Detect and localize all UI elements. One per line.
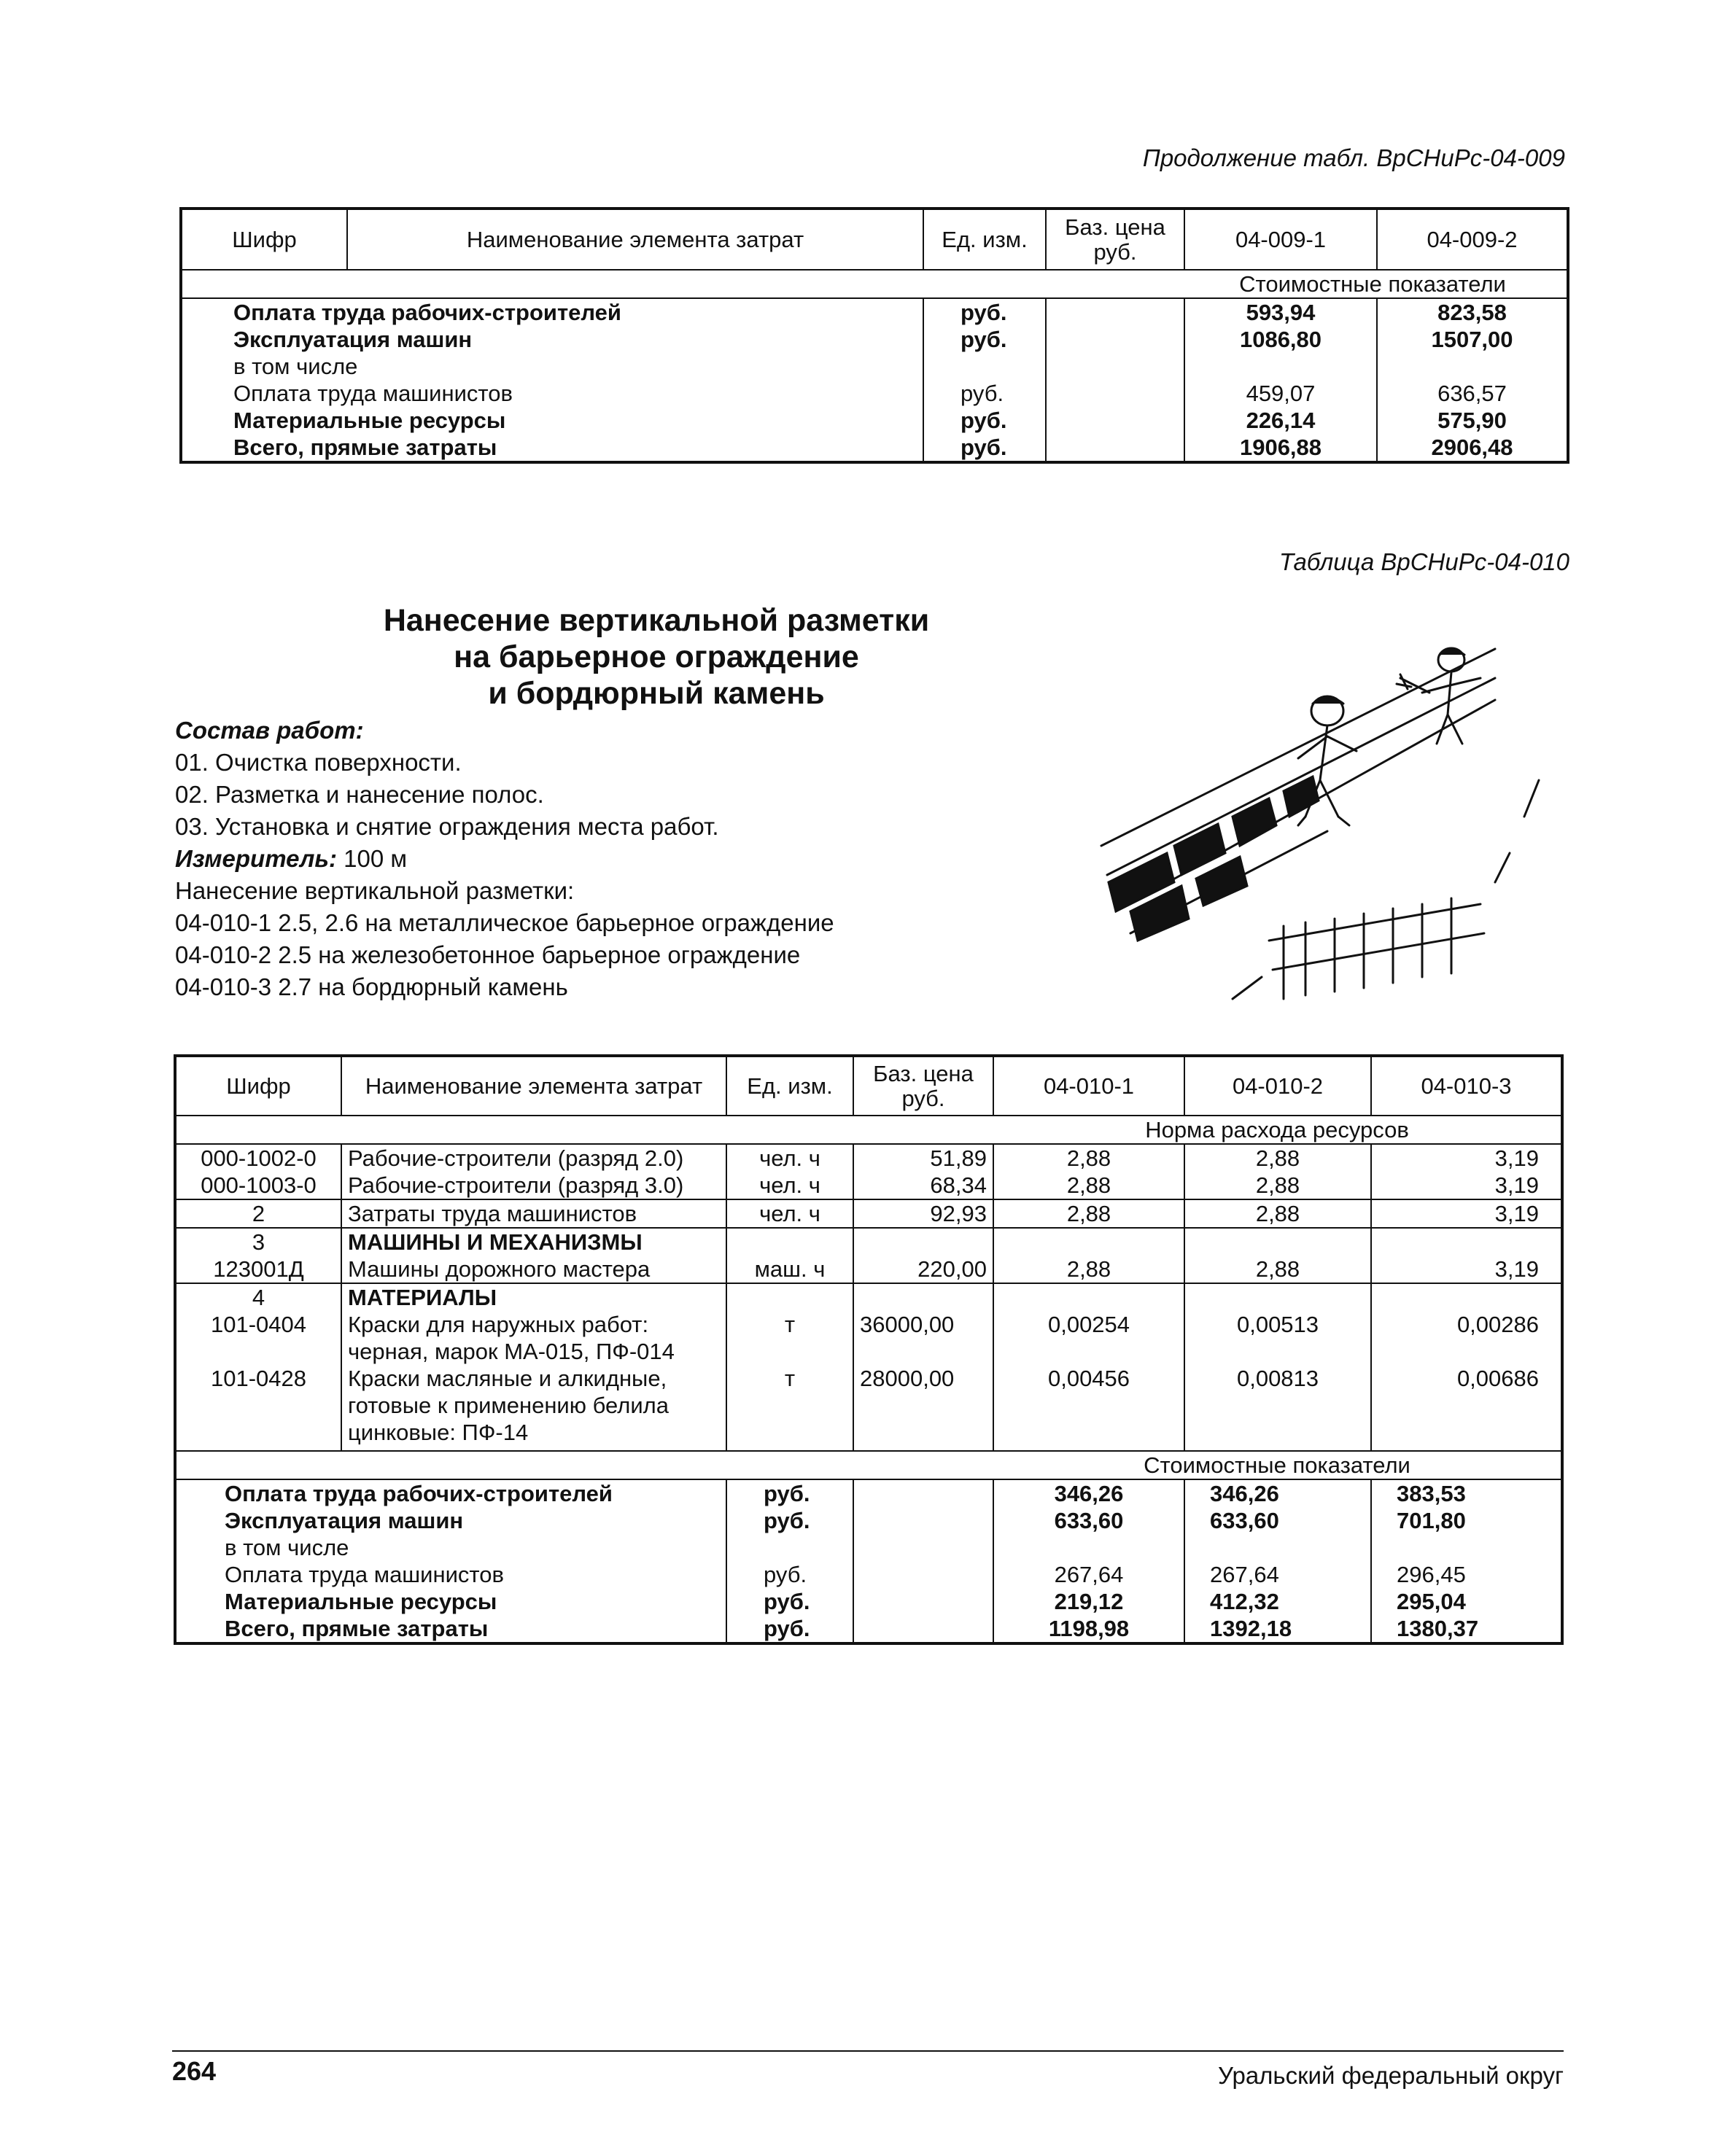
table-row (175, 1365, 1562, 1451)
cost-name: Всего, прямые затраты (225, 1616, 489, 1641)
resource-code: 000-1002-0 (175, 1144, 341, 1172)
meter-value: 100 м (344, 845, 408, 872)
table-row (181, 326, 1568, 353)
table-row (181, 380, 1568, 407)
resource-name: МАТЕРИАЛЫ (341, 1283, 726, 1311)
value-04-010-1: 2,88 (993, 1256, 1184, 1283)
value-04-010-3: 701,80 (1371, 1507, 1562, 1534)
resource-name: Рабочие-строители (разряд 2.0) (341, 1144, 726, 1172)
cost-unit: руб. (923, 298, 1046, 326)
value-04-010-1: 267,64 (993, 1561, 1184, 1588)
value-04-010-3: 3,19 (1371, 1199, 1562, 1228)
footer-rule (172, 2050, 1564, 2052)
cost-unit: руб. (726, 1479, 853, 1507)
cost-name: Материальные ресурсы (233, 408, 506, 433)
table-row (175, 1588, 1562, 1615)
cost-price (853, 1479, 993, 1507)
value-04-010-2: 0,00813 (1184, 1365, 1371, 1451)
resource-code: 123001Д (213, 1256, 304, 1282)
value-04-010-3: 383,53 (1371, 1479, 1562, 1507)
value-04-010-3: 3,19 (1371, 1144, 1562, 1172)
resource-name: Машины дорожного мастера (341, 1256, 726, 1283)
header-unit: Ед. изм. (726, 1056, 853, 1116)
header-price: Баз. цена руб. (853, 1056, 993, 1116)
header-name: Наименование элемента затрат (347, 209, 923, 270)
table-row (175, 1479, 1562, 1507)
section-spacer (175, 1116, 993, 1144)
header-code: Шифр (181, 209, 347, 270)
resource-unit: чел. ч (726, 1199, 853, 1228)
work-item-2: 02. Разметка и нанесение полос. (175, 781, 544, 808)
cost-price (1046, 298, 1184, 326)
meter-line (175, 843, 1050, 875)
value-04-010-2: 346,26 (1184, 1479, 1371, 1507)
resource-unit: т (726, 1365, 853, 1451)
work-item-3: 03. Установка и снятие ограждения места работ. (175, 813, 719, 840)
cost-name: в том числе (233, 354, 358, 379)
cost-unit (923, 353, 1046, 380)
resource-code: 3 (175, 1228, 341, 1256)
work-item-1: 01. Очистка поверхности. (175, 749, 462, 776)
value-04-010-3 (1371, 1228, 1562, 1256)
value-04-009-1: 459,07 (1184, 380, 1377, 407)
value-04-010-2 (1184, 1534, 1371, 1561)
value-04-010-3: 296,45 (1371, 1561, 1562, 1588)
value-04-010-3: 1380,37 (1371, 1615, 1562, 1643)
section-spacer (175, 1451, 993, 1479)
value-04-009-1: 226,14 (1184, 407, 1377, 434)
section-spacer (181, 270, 1184, 298)
table-row (175, 1507, 1562, 1534)
value-04-010-2: 2,88 (1184, 1172, 1371, 1199)
value-04-010-2: 633,60 (1184, 1507, 1371, 1534)
table-row (175, 1172, 1562, 1199)
cost-unit: руб. (726, 1615, 853, 1643)
value-04-010-3 (1371, 1534, 1562, 1561)
value-04-010-3: 3,19 (1371, 1172, 1562, 1199)
section-label: Норма расхода ресурсов (993, 1116, 1562, 1144)
resource-code: 101-0404 (210, 1312, 306, 1337)
barrier-painting-illustration (1087, 634, 1553, 1006)
section-row-costs (175, 1451, 1562, 1479)
value-04-010-1: 2,88 (993, 1199, 1184, 1228)
value-04-009-2: 575,90 (1377, 407, 1568, 434)
value-04-009-2: 1507,00 (1377, 326, 1568, 353)
resource-name: Краски для наружных работ: черная, марок МА-015, ПФ-014 (341, 1311, 726, 1365)
value-04-010-1 (993, 1228, 1184, 1256)
value-04-009-1: 593,94 (1184, 298, 1377, 326)
table-row (181, 434, 1568, 462)
table-row (181, 407, 1568, 434)
resource-price: 51,89 (853, 1144, 993, 1172)
section-row-costs (181, 270, 1568, 298)
value-04-009-2: 823,58 (1377, 298, 1568, 326)
value-04-009-1 (1184, 353, 1377, 380)
resource-price: 220,00 (853, 1256, 993, 1283)
value-04-010-2: 2,88 (1184, 1144, 1371, 1172)
resource-name: МАШИНЫ И МЕХАНИЗМЫ (341, 1228, 726, 1256)
table-row (175, 1534, 1562, 1561)
work-description (175, 715, 1050, 1003)
application-item-3: 04-010-3 2.7 на бордюрный камень (175, 973, 568, 1000)
section-label: Стоимостные показатели (993, 1451, 1562, 1479)
application-item-2: 04-010-2 2.5 на железобетонное барьерное ограждение (175, 941, 801, 968)
table-row (181, 298, 1568, 326)
value-04-010-2 (1184, 1283, 1371, 1311)
cost-unit: руб. (923, 326, 1046, 353)
cost-unit: руб. (726, 1588, 853, 1615)
application-label: Нанесение вертикальной разметки: (175, 877, 575, 904)
composition-label: Состав работ: (175, 717, 364, 744)
value-04-010-3: 0,00686 (1371, 1365, 1562, 1451)
table-row (175, 1144, 1562, 1172)
cost-price (1046, 326, 1184, 353)
cost-name: Материальные ресурсы (225, 1589, 497, 1614)
value-04-010-1 (993, 1283, 1184, 1311)
cost-unit (726, 1534, 853, 1561)
header-col-04-009-1: 04-009-1 (1184, 209, 1377, 270)
header-name: Наименование элемента затрат (341, 1056, 726, 1116)
value-04-010-1: 219,12 (993, 1588, 1184, 1615)
value-04-009-1: 1086,80 (1184, 326, 1377, 353)
value-04-010-3 (1371, 1283, 1562, 1311)
meter-label: Измеритель: (175, 845, 337, 872)
cost-name: Оплата труда машинистов (225, 1562, 504, 1587)
resource-unit: т (726, 1311, 853, 1365)
value-04-010-1: 1198,98 (993, 1615, 1184, 1643)
application-item-1: 04-010-1 2.5, 2.6 на металлическое барьерное ограждение (175, 909, 834, 936)
section-title (277, 602, 1036, 712)
resource-price: 68,34 (853, 1172, 993, 1199)
cost-price (853, 1588, 993, 1615)
header-col-04-009-2: 04-009-2 (1377, 209, 1568, 270)
resource-price: 36000,00 (853, 1311, 993, 1365)
table-row (175, 1228, 1562, 1256)
resource-price: 28000,00 (853, 1365, 993, 1451)
resource-price (853, 1228, 993, 1256)
value-04-010-1: 346,26 (993, 1479, 1184, 1507)
resource-code: 2 (175, 1199, 341, 1228)
cost-price (1046, 353, 1184, 380)
value-04-010-1: 2,88 (993, 1144, 1184, 1172)
footer-region: Уральский федеральный округ (1217, 2062, 1564, 2089)
value-04-010-2: 1392,18 (1184, 1615, 1371, 1643)
table-row (175, 1283, 1562, 1311)
cost-name: в том числе (225, 1535, 349, 1560)
cost-price (1046, 407, 1184, 434)
section-row-norms (175, 1116, 1562, 1144)
resource-name: Затраты труда машинистов (341, 1199, 726, 1228)
cost-unit: руб. (726, 1507, 853, 1534)
value-04-010-2 (1184, 1228, 1371, 1256)
cost-unit: руб. (726, 1561, 853, 1588)
table-04-010 (174, 1054, 1564, 1645)
value-04-010-3: 3,19 (1371, 1256, 1562, 1283)
value-04-009-2: 636,57 (1377, 380, 1568, 407)
cost-name: Оплата труда машинистов (233, 381, 513, 406)
cost-price (853, 1615, 993, 1643)
title-line-1: Нанесение вертикальной разметки (383, 603, 930, 638)
resource-unit: маш. ч (726, 1256, 853, 1283)
header-col-04-010-1: 04-010-1 (993, 1056, 1184, 1116)
section-label: Стоимостные показатели (1184, 270, 1568, 298)
table-row (181, 353, 1568, 380)
value-04-010-1: 633,60 (993, 1507, 1184, 1534)
cost-price (853, 1561, 993, 1588)
table-row (175, 1615, 1562, 1643)
resource-name: Краски масляные и алкидные, готовые к применению белила цинковые: ПФ-14 (341, 1365, 726, 1451)
cost-name: Оплата труда рабочих-строителей (175, 1479, 726, 1507)
header-col-04-010-3: 04-010-3 (1371, 1056, 1562, 1116)
value-04-009-2: 2906,48 (1377, 434, 1568, 462)
cost-price (853, 1534, 993, 1561)
cost-unit: руб. (923, 380, 1046, 407)
page-number: 264 (172, 2056, 217, 2086)
resource-code: 4 (175, 1283, 341, 1311)
resource-price (853, 1283, 993, 1311)
value-04-010-3: 295,04 (1371, 1588, 1562, 1615)
cost-price (1046, 434, 1184, 462)
title-line-2: на барьерное ограждение (454, 639, 859, 674)
cost-name: Всего, прямые затраты (233, 435, 497, 460)
cost-price (1046, 380, 1184, 407)
resource-unit (726, 1283, 853, 1311)
value-04-010-1: 2,88 (993, 1172, 1184, 1199)
value-04-010-2: 2,88 (1184, 1199, 1371, 1228)
table-row (175, 1311, 1562, 1365)
table-row (175, 1561, 1562, 1588)
table-row (175, 1256, 1562, 1283)
table-row (175, 1199, 1562, 1228)
table-caption: Таблица ВрСНиРс-04-010 (1279, 548, 1569, 575)
value-04-010-2: 0,00513 (1184, 1311, 1371, 1365)
table-04-009-continuation (179, 207, 1569, 464)
cost-price (853, 1507, 993, 1534)
resource-code: 101-0428 (210, 1366, 306, 1391)
resource-unit (726, 1228, 853, 1256)
value-04-009-2 (1377, 353, 1568, 380)
cost-name: Оплата труда рабочих-строителей (181, 298, 923, 326)
resource-price: 92,93 (853, 1199, 993, 1228)
value-04-010-2: 267,64 (1184, 1561, 1371, 1588)
title-line-3: и бордюрный камень (488, 676, 825, 711)
value-04-010-1: 0,00456 (993, 1365, 1184, 1451)
continuation-caption: Продолжение табл. ВрСНиРс-04-009 (1142, 144, 1565, 171)
cost-name: Эксплуатация машин (225, 1508, 464, 1533)
cost-unit: руб. (923, 434, 1046, 462)
value-04-010-1 (993, 1534, 1184, 1561)
resource-code: 000-1003-0 (201, 1172, 317, 1198)
value-04-010-2: 2,88 (1184, 1256, 1371, 1283)
resource-unit: чел. ч (726, 1172, 853, 1199)
header-col-04-010-2: 04-010-2 (1184, 1056, 1371, 1116)
header-price: Баз. цена руб. (1046, 209, 1184, 270)
value-04-010-1: 0,00254 (993, 1311, 1184, 1365)
cost-name: Эксплуатация машин (233, 327, 473, 352)
resource-name: Рабочие-строители (разряд 3.0) (341, 1172, 726, 1199)
value-04-010-2: 412,32 (1184, 1588, 1371, 1615)
resource-unit: чел. ч (726, 1144, 853, 1172)
value-04-009-1: 1906,88 (1184, 434, 1377, 462)
header-unit: Ед. изм. (923, 209, 1046, 270)
cost-unit: руб. (923, 407, 1046, 434)
value-04-010-3: 0,00286 (1371, 1311, 1562, 1365)
header-code: Шифр (175, 1056, 341, 1116)
